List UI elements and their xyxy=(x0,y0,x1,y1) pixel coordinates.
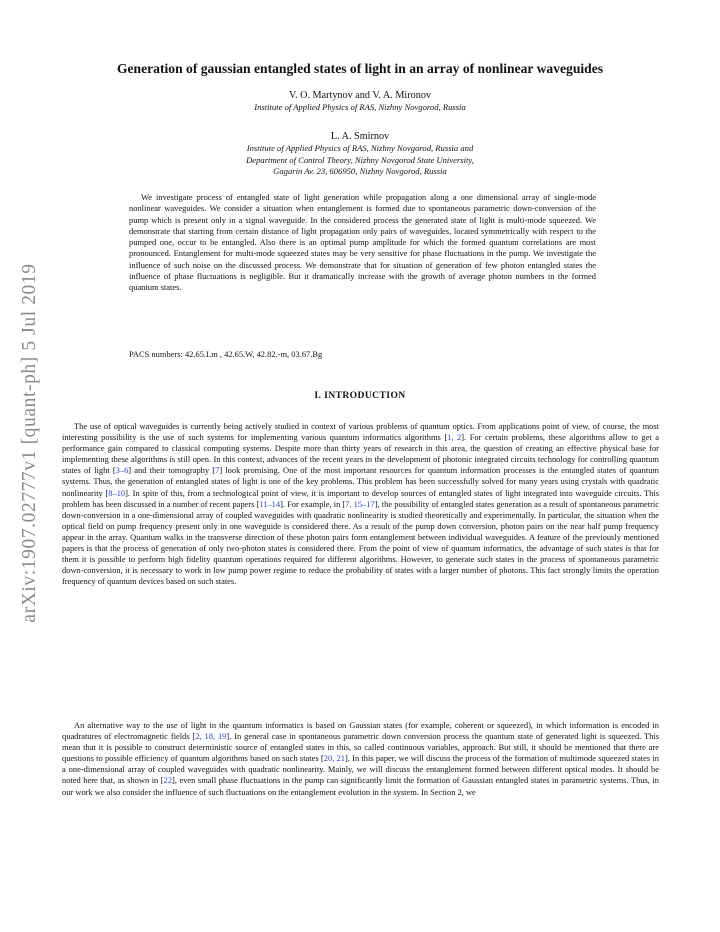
citation-link[interactable]: 22 xyxy=(163,775,173,786)
paper-title: Generation of gaussian entangled states of light in an array of nonlinear waveguides xyxy=(116,61,604,76)
author-affiliation: Department of Control Theory, Nizhny Novgorod State University, xyxy=(246,154,474,165)
abstract: We investigate process of entangled state of light generation while propagation along a one dimensional array of single-mode nonlinear waveguides. We consider a situation when entanglement is formed due to spontaneous parametric down-conversion of the pump which is present only in a signal waveguide. In the considered process the generated state of light is multi-mode squeezed. We demonstrate that starting from certain distance of light propagation only pairs of waveguides, located symmetrically with respect to the pumped one, occur to be entangled. Also there is an optimal pump amplitude for which the formed quantum correlations are most pronounced. Entanglement for multi-mode squeezed states may be very sensitive for phase fluctuations in the pump. We investigate the influence of such noise on the discussed process. We demonstrate that for situation of generation of few photon entangled states the influence of phase fluctuations is negligible. But it dramatically increase with the growth of average photon numbers in the formed quantum states. xyxy=(129,192,596,292)
author-group-1 xyxy=(60,90,660,114)
citation-link[interactable]: 8–10 xyxy=(108,487,126,498)
author-affiliation: Gagarin Av. 23, 606950, Nizhny Novgorod, Russia xyxy=(273,166,447,177)
arxiv-identifier-stamp: arXiv:1907.02777v1 [quant-ph] 5 Jul 2019 xyxy=(19,263,40,623)
citation-link[interactable]: 1, 2 xyxy=(447,432,462,443)
citation-link[interactable]: 20, 21 xyxy=(323,753,345,764)
author-affiliation: Institute of Applied Physics of RAS, Nizhny Novgorod, Russia and xyxy=(246,142,474,153)
intro-paragraph-2: An alternative way to the use of light in the quantum informatics is based on Gaussian states (for example, coherent or squeezed), in which information is encoded in quadratures of electromagnetic fields [2, 18, 19]. In general case in spontaneous parametric down conversion process the quantum state of generated light is squeezed. This mean that it is possible to construct deterministic source of entangled states in this, so called continuous variables, approach. But still, it should be mentioned that there are questions to possible efficiency of quantum algorithms based on such states [20, 21]. In this paper, we will discuss the process of the formation of multimode squeezed states in a one-dimensional array of coupled waveguides with quadratic nonlinearity. Mainly, we will discuss the entanglement formed between different optical modes. It should be noted here that, as shown in [22], even small phase fluctuations in the pump can significantly limit the formation of Gaussian entangled states in parametric systems. Thus, in our work we also consider the influence of such fluctuations on the entanglement evolution in the system. In Section 2, we xyxy=(62,720,659,797)
section-heading-introduction: I. INTRODUCTION xyxy=(314,390,406,401)
pacs-numbers: PACS numbers: 42.65.Lm , 42.65.W, 42.82.-m, 03.67.Bg xyxy=(129,349,323,359)
citation-link[interactable]: 2, 18, 19 xyxy=(195,731,227,742)
author-names: L. A. Smirnov xyxy=(330,131,390,142)
author-affiliation: Institute of Applied Physics of RAS, Nizhny Novgorod, Russia xyxy=(254,101,466,112)
citation-link[interactable]: 11–14 xyxy=(259,498,281,509)
intro-paragraph-1: The use of optical waveguides is currently being actively studied in context of various problems of quantum optics. From applications point of view, of course, the most interesting possibility is the use of such systems for implementing various quantum informatics algorithms [1, 2]. For certain problems, these algorithms allow to get a performance gain compared to classical computing systems. Despite more than thirty years of research in this area, the question of creating an effective physical base for implementing these algorithms is still open. In this context, advances of the recent years in the development of photonic integrated circuits technology for controlling quantum states of light [3–6] and their tomography [7] look promising. One of the most important resources for quantum information processes is the entangled states of quantum systems. Thus, the generation of entangled states of light is one of the key problems. This problem has been successfully solved for many years using crystals with quadratic nonlinearity [8–10]. In spite of this, from a technological point of view, it is important to develop sources of entangled states of light integrated into waveguide circuits. This problem has been discussed in a number of recent papers [11–14]. For example, in [7, 15–17], the possibility of entangled states generation as a result of spontaneous parametric down-conversion in a one-dimensional array of coupled waveguides with quadratic nonlinearity is studied theoretically and experimentally. In particular, the situation when the optical field on pump frequency present only in one waveguide is considered there. As a result of the pump down conversion, photon pairs on the near half pump frequency appear in the array. Quantum walks in the transverse direction of these photon pairs form entanglement between individual waveguides. A feature of the previously mentioned papers is that the process of generation of only two-photon states is considered there. From the point of view of quantum informatics, the advantage of such states is that for them it is possible to perform high fidelity quantum operations required for different algorithms. However, to generate such states in the process of spontaneous parametric down-conversion, it is necessary to work in low pump power regime to reduce the probability of states with a larger number of photons. This fact strongly limits the operation frequency of quantum devices based on such states. xyxy=(62,421,660,587)
author-group-2 xyxy=(60,131,660,178)
citation-link[interactable]: 7 xyxy=(215,465,220,476)
citation-link[interactable]: 3–6 xyxy=(115,465,129,476)
author-names: V. O. Martynov and V. A. Mironov xyxy=(288,90,432,101)
citation-link[interactable]: 7, 15–17 xyxy=(345,498,375,509)
